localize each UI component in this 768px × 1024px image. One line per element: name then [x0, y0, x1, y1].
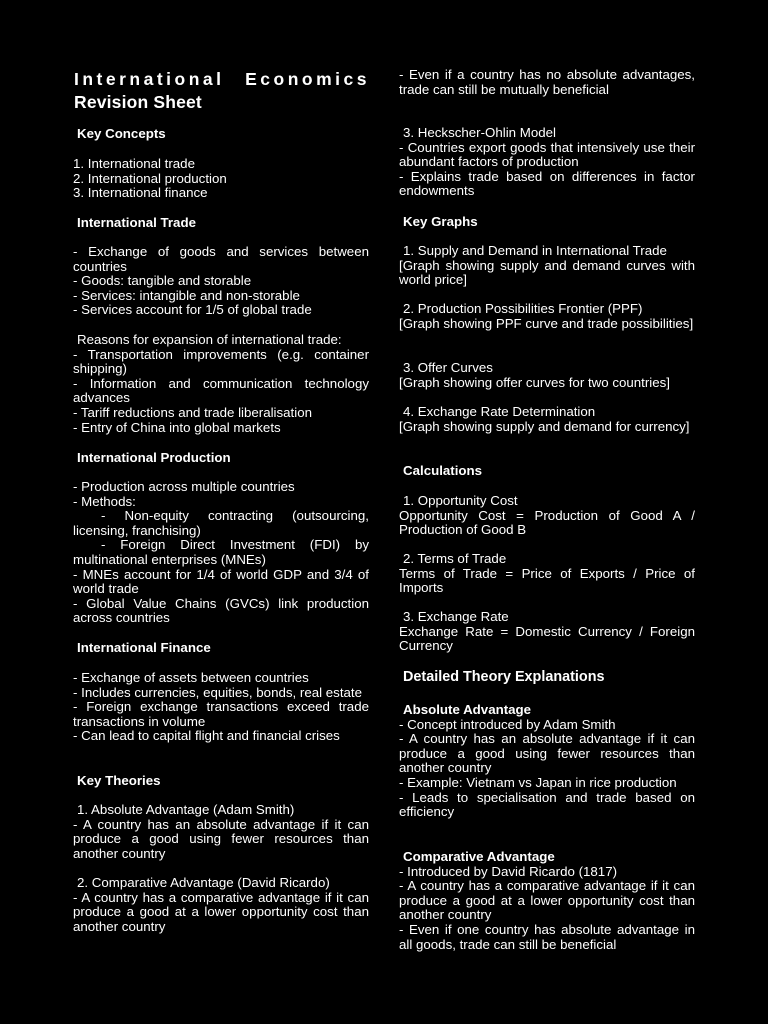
graph-3-body: [Graph showing offer curves for two countries] — [399, 374, 670, 390]
list-item: - A country has a comparative advantage if it can produce a good at a lower opportunity cost than another country — [399, 878, 695, 923]
heading-key-concepts: Key Concepts — [77, 126, 166, 141]
calc-1-title: 1. Opportunity Cost — [403, 493, 518, 508]
list-item: - Can lead to capital flight and financial crises — [73, 728, 340, 744]
heading-key-theories: Key Theories — [77, 773, 161, 788]
heading-detailed-theory: Detailed Theory Explanations — [403, 669, 605, 685]
list-item: - Production across multiple countries — [73, 479, 295, 494]
list-item: 1. International trade — [73, 156, 195, 171]
list-item: - Global Value Chains (GVCs) link production across countries — [73, 595, 369, 626]
theory-2-title: 2. Comparative Advantage (David Ricardo) — [77, 875, 330, 890]
hecksher-ohlin-section — [399, 126, 695, 199]
list-item: - Introduced by David Ricardo (1817) — [399, 863, 618, 879]
graph-1-body: [Graph showing supply and demand curves with world price] — [399, 257, 695, 288]
comparative-advantage-section — [399, 850, 695, 952]
graph-4-title: 4. Exchange Rate Determination — [403, 404, 596, 419]
key-concepts-list — [73, 157, 369, 201]
list-item: - Concept introduced by Adam Smith — [399, 716, 616, 732]
graph-3 — [399, 361, 695, 390]
theory-2-body: - A country has a comparative advantage if it can produce a good at a lower opportunity cost than another country — [73, 889, 369, 934]
trade-reasons — [73, 333, 369, 435]
list-item: 2. International production — [73, 170, 227, 186]
list-item: - Services: intangible and non-storable — [73, 287, 300, 303]
calc-2 — [399, 552, 695, 596]
theory-continuation: - Even if a country has no absolute advantages, trade can still be mutually beneficial — [399, 67, 695, 97]
theory-absolute — [73, 803, 369, 861]
list-item: - Non-equity contracting (outsourcing, licensing, franchising) — [73, 508, 369, 538]
calc-1-body: Opportunity Cost = Production of Good A / Production of Good B — [399, 507, 695, 538]
comparative-advantage-heading: Comparative Advantage — [403, 849, 555, 864]
list-item: - MNEs account for 1/4 of world GDP and 3/4 of world trade — [73, 566, 369, 597]
hecksher-title: 3. Heckscher-Ohlin Model — [403, 125, 556, 140]
calc-3-title: 3. Exchange Rate — [403, 609, 509, 624]
heading-key-graphs: Key Graphs — [403, 214, 478, 229]
list-item: - Tariff reductions and trade liberalisation — [73, 404, 312, 420]
list-item: - Even if one country has absolute advantage in all goods, trade can still be beneficial — [399, 921, 695, 952]
list-item: - Exchange of goods and services between countries — [73, 244, 369, 274]
list-item: - Foreign Direct Investment (FDI) by multinational enterprises (MNEs) — [73, 537, 369, 567]
international-trade-list — [73, 245, 369, 318]
list-item: - Example: Vietnam vs Japan in rice production — [399, 774, 677, 790]
list-item: - A country has an absolute advantage if it can produce a good using fewer resources than another country — [399, 731, 695, 776]
theory-comparative — [73, 876, 369, 934]
reasons-heading: Reasons for expansion of international trade: — [77, 332, 342, 347]
calc-2-body: Terms of Trade = Price of Exports / Price of Imports — [399, 565, 695, 596]
graph-1-title: 1. Supply and Demand in International Trade — [403, 243, 667, 258]
list-item: - Services account for 1/5 of global trade — [73, 302, 312, 318]
heading-calculations: Calculations — [403, 463, 483, 478]
list-item: - Information and communication technology advances — [73, 375, 369, 406]
calc-2-title: 2. Terms of Trade — [403, 551, 507, 566]
graph-2-body: [Graph showing PPF curve and trade possibilities] — [399, 315, 694, 331]
absolute-advantage-heading: Absolute Advantage — [403, 702, 532, 717]
title-line-1: International Economics — [74, 69, 370, 89]
theory-1-body: - A country has an absolute advantage if it can produce a good using fewer resources than another country — [73, 816, 369, 861]
absolute-advantage-section — [399, 703, 695, 820]
graph-2-title: 2. Production Possibilities Frontier (PPF) — [403, 301, 643, 316]
list-item: - Transportation improvements (e.g. container shipping) — [73, 346, 369, 377]
heading-international-finance: International Finance — [77, 640, 211, 655]
graph-4-body: [Graph showing supply and demand for currency] — [399, 418, 690, 434]
list-item: - Leads to specialisation and trade based on efficiency — [399, 789, 695, 820]
theory-1-title: 1. Absolute Advantage (Adam Smith) — [77, 802, 295, 817]
list-item: - Entry of China into global markets — [73, 419, 281, 435]
list-item: - Explains trade based on differences in factor endowments — [399, 168, 695, 199]
list-item: - Goods: tangible and storable — [73, 273, 252, 289]
list-item: - Methods: — [73, 493, 136, 509]
page-title — [74, 68, 370, 114]
graph-1 — [399, 244, 695, 288]
calc-3 — [399, 610, 695, 654]
heading-international-production: International Production — [77, 450, 231, 465]
list-item: - Exchange of assets between countries — [73, 670, 309, 685]
international-production-list — [73, 480, 369, 626]
graph-4 — [399, 405, 695, 434]
list-item: 3. International finance — [73, 185, 208, 201]
graph-2 — [399, 302, 695, 331]
calc-3-body: Exchange Rate = Domestic Currency / Foreign Currency — [399, 623, 695, 654]
calc-1 — [399, 494, 695, 538]
international-finance-list — [73, 671, 369, 744]
list-item: - Includes currencies, equities, bonds, real estate — [73, 684, 362, 700]
graph-3-title: 3. Offer Curves — [403, 360, 493, 375]
title-line-2: Revision Sheet — [74, 92, 202, 112]
heading-international-trade: International Trade — [77, 215, 196, 230]
list-item: - Countries export goods that intensively use their abundant factors of production — [399, 139, 695, 170]
list-item: - Foreign exchange transactions exceed trade transactions in volume — [73, 699, 369, 729]
